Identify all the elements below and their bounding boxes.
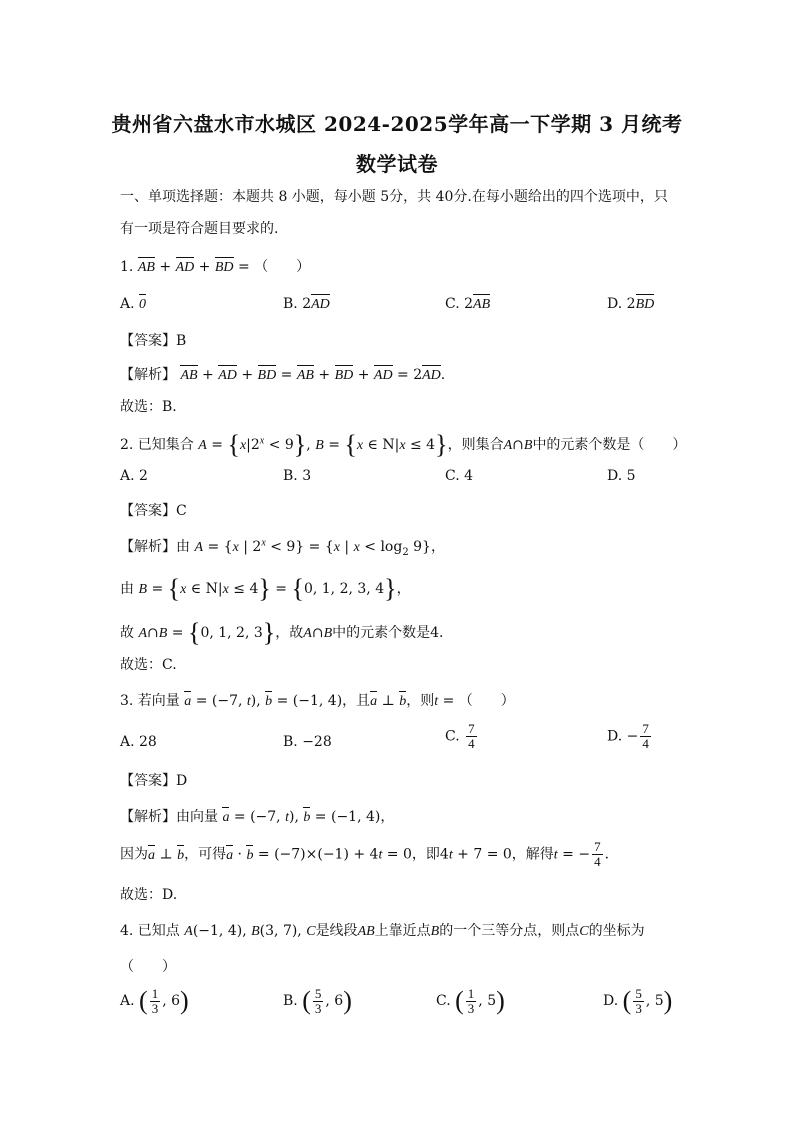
q4-option-d: D. ( $\frac{5}{3}$ , 5) xyxy=(603,985,673,1016)
q2-option-a: A. 2 xyxy=(120,468,148,484)
q1-choose: 故选：B. xyxy=(120,399,177,415)
q3-answer: 【答案】D xyxy=(120,773,188,789)
q4-option-a: A. ( $\frac{1}{3}$ , 6) xyxy=(120,985,189,1016)
q4-paren: （ ） xyxy=(120,959,176,975)
q3-analysis-1: 【解析】由向量 a = (−7, t), b = (−1, 4)， xyxy=(120,809,395,825)
q3-choose: 故选：D. xyxy=(120,887,178,903)
q1-paren: （ ） xyxy=(254,259,311,275)
q1-answer: 【答案】B xyxy=(120,333,187,349)
q3-option-b: B. −28 xyxy=(283,734,332,750)
section-intro: 一、单项选择题：本题共 8 小题，每小题 5分，共 40分.在每小题给出的四个选项中，只 xyxy=(120,189,668,205)
q2-option-d: D. 5 xyxy=(607,468,636,484)
q1-formula: AB + AD + BD = xyxy=(137,259,255,275)
q3-option-a: A. 28 xyxy=(120,734,157,750)
question-4: 4. 已知点 A(−1, 4), B(3, 7), C是线段AB上靠近点B的一个三等分点，则点C的坐标为 xyxy=(120,923,645,939)
q1-option-c: C. 2AB xyxy=(445,296,491,312)
q3-option-c: C. $\frac{7}{4}$ xyxy=(445,721,475,751)
q3-analysis-2: 因为a ⊥ b，可得a · b = (−7)×(−1) + 4t = 0，即4t + 7 = 0，解得t = − $\frac{7}{4}$ . xyxy=(120,839,610,869)
page-title: 贵州省六盘水市水城区 2024-2025学年高一下学期 3 月统考 xyxy=(111,112,683,136)
q1-number: 1. xyxy=(120,259,134,275)
q1-option-b: B. 2AD xyxy=(283,296,330,312)
q2-answer: 【答案】C xyxy=(120,503,187,519)
q2-option-b: B. 3 xyxy=(283,468,312,484)
page-subtitle: 数学试卷 xyxy=(356,152,438,176)
q2-analysis-3: 故 A∩B = {0, 1, 2, 3}，故A∩B中的元素个数是4. xyxy=(120,618,444,647)
q1-option-d: D. 2BD xyxy=(607,296,655,312)
q2-analysis-2: 由 B = {x ∈ N|x ≤ 4} = {0, 1, 2, 3, 4}， xyxy=(120,574,411,603)
section-intro-cont: 有一项是符合题目要求的. xyxy=(120,221,279,237)
q2-analysis-1: 【解析】由 A = {x | $2^x < 9\} = \{x$ | $x < \log_2 9$}， xyxy=(120,537,445,558)
q4-option-c: C. ( $\frac{1}{3}$ , 5) xyxy=(436,985,505,1016)
q2-option-c: C. 4 xyxy=(445,468,474,484)
q3-option-d: D. − $\frac{7}{4}$ xyxy=(607,721,649,751)
q2-choose: 故选：C. xyxy=(120,657,177,673)
q1-option-a: A. 0 xyxy=(120,296,147,312)
question-3: 3. 若向量 a = (−7, t), b = (−1, 4)，且a ⊥ b，则t = （ ） xyxy=(120,693,515,709)
q4-option-b: B. ( $\frac{5}{3}$ , 6) xyxy=(283,985,352,1016)
q1-analysis: 【解析】 AB + AD + BD = AB + BD + AD = 2AD. xyxy=(120,367,446,383)
question-1 xyxy=(120,256,310,276)
question-2: 2. 已知集合 $A = \{x|2^x < 9\}$, B = {x ∈ N|x ≤ 4}，则集合A∩B中的元素个数是（ ） xyxy=(120,430,687,459)
